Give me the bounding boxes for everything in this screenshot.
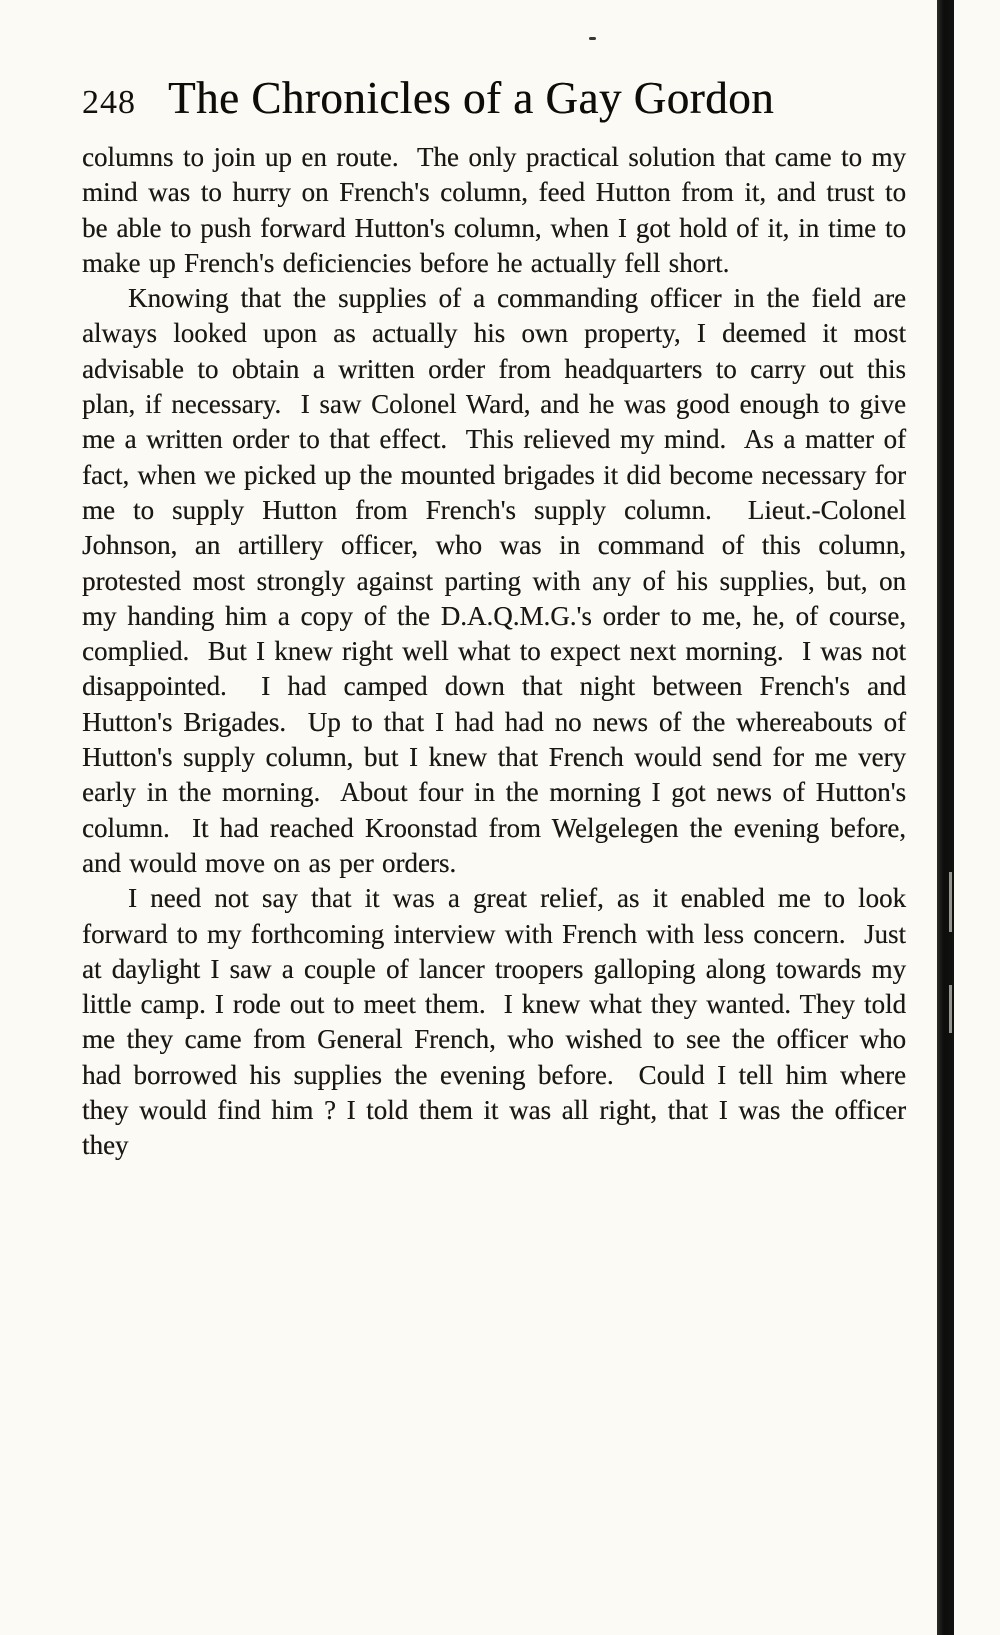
page-number: 248 (82, 84, 136, 121)
page-header (82, 72, 906, 124)
page-title: The Chronicles of a Gay Gordon (168, 73, 775, 123)
page-content (82, 72, 915, 1164)
scan-artifact-mark (589, 37, 596, 40)
page-body (82, 140, 915, 1164)
paragraph: I need not say that it was a great relief, as it enabled me to look forward to my forthcoming interview with French with less concern. Just at daylight I saw a couple of lancer troopers galloping along towards my little camp. I rode out to meet them. I knew what they wanted. They told me they came from General French, who wished to see the officer who had borrowed his supplies the evening before. Could I tell him where they would find him ? I told them it was all right, that I was the officer they (82, 883, 915, 1161)
book-binding-shadow (937, 0, 954, 1635)
binding-scan-streak (949, 872, 952, 932)
binding-scan-streak (949, 985, 952, 1033)
paragraph: Knowing that the supplies of a commanding officer in the field are always looked upon as actually his own property, I deemed it most advisable to obtain a written order from headquarters to carry out this plan, if necessary. I saw Colonel Ward, and he was good enough to give me a written order to that effect. This relieved my mind. As a matter of fact, when we picked up the mounted brigades it did become necessary for me to supply Hutton from French's supply column. Lieut.-Colonel Johnson, an artillery officer, who was in command of this column, protested most strongly against parting with any of his supplies, but, on my handing him a copy of the D.A.Q.M.G.'s order to me, he, of course, complied. But I knew right well what to expect next morning. I was not disappointed. I had camped down that night between French's and Hutton's Brigades. Up to that I had had no news of the whereabouts of Hutton's supply column, but I knew that French would send for me very early in the morning. About four in the morning I got news of Hutton's column. It had reached Kroonstad from Welgelegen the evening before, and would move on as per orders. (82, 283, 915, 878)
paragraph: columns to join up en route. The only practical solution that came to my mind was to hurry on French's column, feed Hutton from it, and trust to be able to push forward Hutton's column, when I got hold of it, in time to make up French's deficiencies before he actually fell short. (82, 142, 915, 278)
